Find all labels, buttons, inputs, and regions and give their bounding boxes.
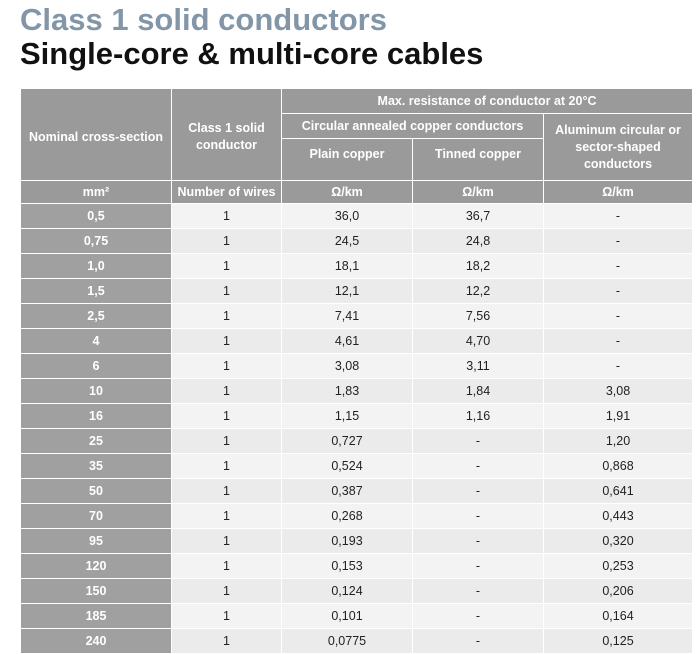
- unit-alu-ohm-km: Ω/km: [544, 181, 693, 204]
- table-row: [21, 229, 693, 254]
- cell-tinned-copper: -: [413, 454, 544, 479]
- table-row: [21, 579, 693, 604]
- table-row: [21, 379, 693, 404]
- cell-number-of-wires: 1: [172, 454, 282, 479]
- unit-mm2: mm²: [21, 181, 172, 204]
- cell-number-of-wires: 1: [172, 279, 282, 304]
- cell-aluminum: 3,08: [544, 379, 693, 404]
- cell-cross-section: 25: [21, 429, 172, 454]
- table-row: [21, 304, 693, 329]
- page-subtitle: Single-core & multi-core cables: [20, 36, 484, 71]
- table-row: [21, 279, 693, 304]
- cell-plain-copper: 4,61: [282, 329, 413, 354]
- cell-number-of-wires: 1: [172, 379, 282, 404]
- page-title: Class 1 solid conductors: [20, 2, 387, 37]
- cell-tinned-copper: -: [413, 604, 544, 629]
- cell-tinned-copper: -: [413, 504, 544, 529]
- cell-tinned-copper: -: [413, 579, 544, 604]
- resistance-table: [20, 88, 693, 654]
- header-class1-solid-conductor: Class 1 solid conductor: [172, 89, 282, 181]
- cell-aluminum: 0,206: [544, 579, 693, 604]
- cell-plain-copper: 36,0: [282, 204, 413, 229]
- cell-cross-section: 35: [21, 454, 172, 479]
- cell-plain-copper: 7,41: [282, 304, 413, 329]
- cell-cross-section: 240: [21, 629, 172, 654]
- cell-tinned-copper: 18,2: [413, 254, 544, 279]
- cell-aluminum: 0,443: [544, 504, 693, 529]
- table-row: [21, 479, 693, 504]
- cell-cross-section: 70: [21, 504, 172, 529]
- table-row: [21, 254, 693, 279]
- unit-plain-ohm-km: Ω/km: [282, 181, 413, 204]
- table-row: [21, 529, 693, 554]
- cell-number-of-wires: 1: [172, 429, 282, 454]
- cell-cross-section: 1,5: [21, 279, 172, 304]
- cell-plain-copper: 0,268: [282, 504, 413, 529]
- cell-tinned-copper: -: [413, 429, 544, 454]
- cell-cross-section: 4: [21, 329, 172, 354]
- cell-plain-copper: 18,1: [282, 254, 413, 279]
- cell-tinned-copper: 7,56: [413, 304, 544, 329]
- cell-aluminum: 1,91: [544, 404, 693, 429]
- cell-aluminum: -: [544, 354, 693, 379]
- cell-cross-section: 0,75: [21, 229, 172, 254]
- cell-number-of-wires: 1: [172, 579, 282, 604]
- cell-aluminum: -: [544, 254, 693, 279]
- cell-cross-section: 0,5: [21, 204, 172, 229]
- cell-tinned-copper: 4,70: [413, 329, 544, 354]
- header-max-resistance: Max. resistance of conductor at 20°C: [282, 89, 693, 114]
- cell-number-of-wires: 1: [172, 529, 282, 554]
- cell-aluminum: -: [544, 329, 693, 354]
- cell-cross-section: 50: [21, 479, 172, 504]
- cell-plain-copper: 0,524: [282, 454, 413, 479]
- cell-aluminum: -: [544, 304, 693, 329]
- table-row: [21, 429, 693, 454]
- table-row: [21, 629, 693, 654]
- cell-aluminum: 0,868: [544, 454, 693, 479]
- cell-cross-section: 95: [21, 529, 172, 554]
- cell-number-of-wires: 1: [172, 554, 282, 579]
- cell-cross-section: 16: [21, 404, 172, 429]
- cell-plain-copper: 1,83: [282, 379, 413, 404]
- cell-tinned-copper: 24,8: [413, 229, 544, 254]
- table-row: [21, 554, 693, 579]
- cell-cross-section: 2,5: [21, 304, 172, 329]
- cell-cross-section: 10: [21, 379, 172, 404]
- cell-plain-copper: 0,727: [282, 429, 413, 454]
- cell-cross-section: 150: [21, 579, 172, 604]
- cell-number-of-wires: 1: [172, 329, 282, 354]
- cell-number-of-wires: 1: [172, 479, 282, 504]
- cell-tinned-copper: -: [413, 629, 544, 654]
- cell-number-of-wires: 1: [172, 604, 282, 629]
- cell-cross-section: 6: [21, 354, 172, 379]
- cell-aluminum: -: [544, 279, 693, 304]
- cell-number-of-wires: 1: [172, 404, 282, 429]
- cell-number-of-wires: 1: [172, 354, 282, 379]
- cell-number-of-wires: 1: [172, 304, 282, 329]
- cell-plain-copper: 0,387: [282, 479, 413, 504]
- cell-cross-section: 120: [21, 554, 172, 579]
- cell-plain-copper: 3,08: [282, 354, 413, 379]
- table-row: [21, 454, 693, 479]
- cell-plain-copper: 0,193: [282, 529, 413, 554]
- cell-plain-copper: 0,153: [282, 554, 413, 579]
- header-tinned-copper: Tinned copper: [413, 139, 544, 181]
- cell-plain-copper: 12,1: [282, 279, 413, 304]
- cell-aluminum: 0,164: [544, 604, 693, 629]
- cell-plain-copper: 1,15: [282, 404, 413, 429]
- cell-plain-copper: 0,0775: [282, 629, 413, 654]
- cell-plain-copper: 0,101: [282, 604, 413, 629]
- cell-tinned-copper: 1,84: [413, 379, 544, 404]
- table-row: [21, 404, 693, 429]
- cell-plain-copper: 24,5: [282, 229, 413, 254]
- table-row: [21, 604, 693, 629]
- cell-number-of-wires: 1: [172, 204, 282, 229]
- table-row: [21, 504, 693, 529]
- cell-number-of-wires: 1: [172, 229, 282, 254]
- cell-number-of-wires: 1: [172, 504, 282, 529]
- table-row: [21, 329, 693, 354]
- unit-number-of-wires: Number of wires: [172, 181, 282, 204]
- cell-aluminum: 0,641: [544, 479, 693, 504]
- cell-aluminum: 0,253: [544, 554, 693, 579]
- cell-aluminum: 1,20: [544, 429, 693, 454]
- cell-number-of-wires: 1: [172, 629, 282, 654]
- cell-plain-copper: 0,124: [282, 579, 413, 604]
- cell-tinned-copper: 3,11: [413, 354, 544, 379]
- cell-tinned-copper: -: [413, 479, 544, 504]
- cell-cross-section: 185: [21, 604, 172, 629]
- cell-tinned-copper: 12,2: [413, 279, 544, 304]
- header-circular-copper: Circular annealed copper conductors: [282, 114, 544, 139]
- cell-aluminum: 0,125: [544, 629, 693, 654]
- cell-number-of-wires: 1: [172, 254, 282, 279]
- cell-tinned-copper: 36,7: [413, 204, 544, 229]
- cell-tinned-copper: -: [413, 529, 544, 554]
- cell-tinned-copper: -: [413, 554, 544, 579]
- cell-tinned-copper: 1,16: [413, 404, 544, 429]
- cell-aluminum: 0,320: [544, 529, 693, 554]
- cell-aluminum: -: [544, 229, 693, 254]
- header-nominal-cross-section: Nominal cross-section: [21, 89, 172, 181]
- table-row: [21, 204, 693, 229]
- cell-aluminum: -: [544, 204, 693, 229]
- unit-tinned-ohm-km: Ω/km: [413, 181, 544, 204]
- header-plain-copper: Plain copper: [282, 139, 413, 181]
- table-row: [21, 354, 693, 379]
- cell-cross-section: 1,0: [21, 254, 172, 279]
- header-aluminum: Aluminum circular or sector-shaped conductors: [544, 114, 693, 181]
